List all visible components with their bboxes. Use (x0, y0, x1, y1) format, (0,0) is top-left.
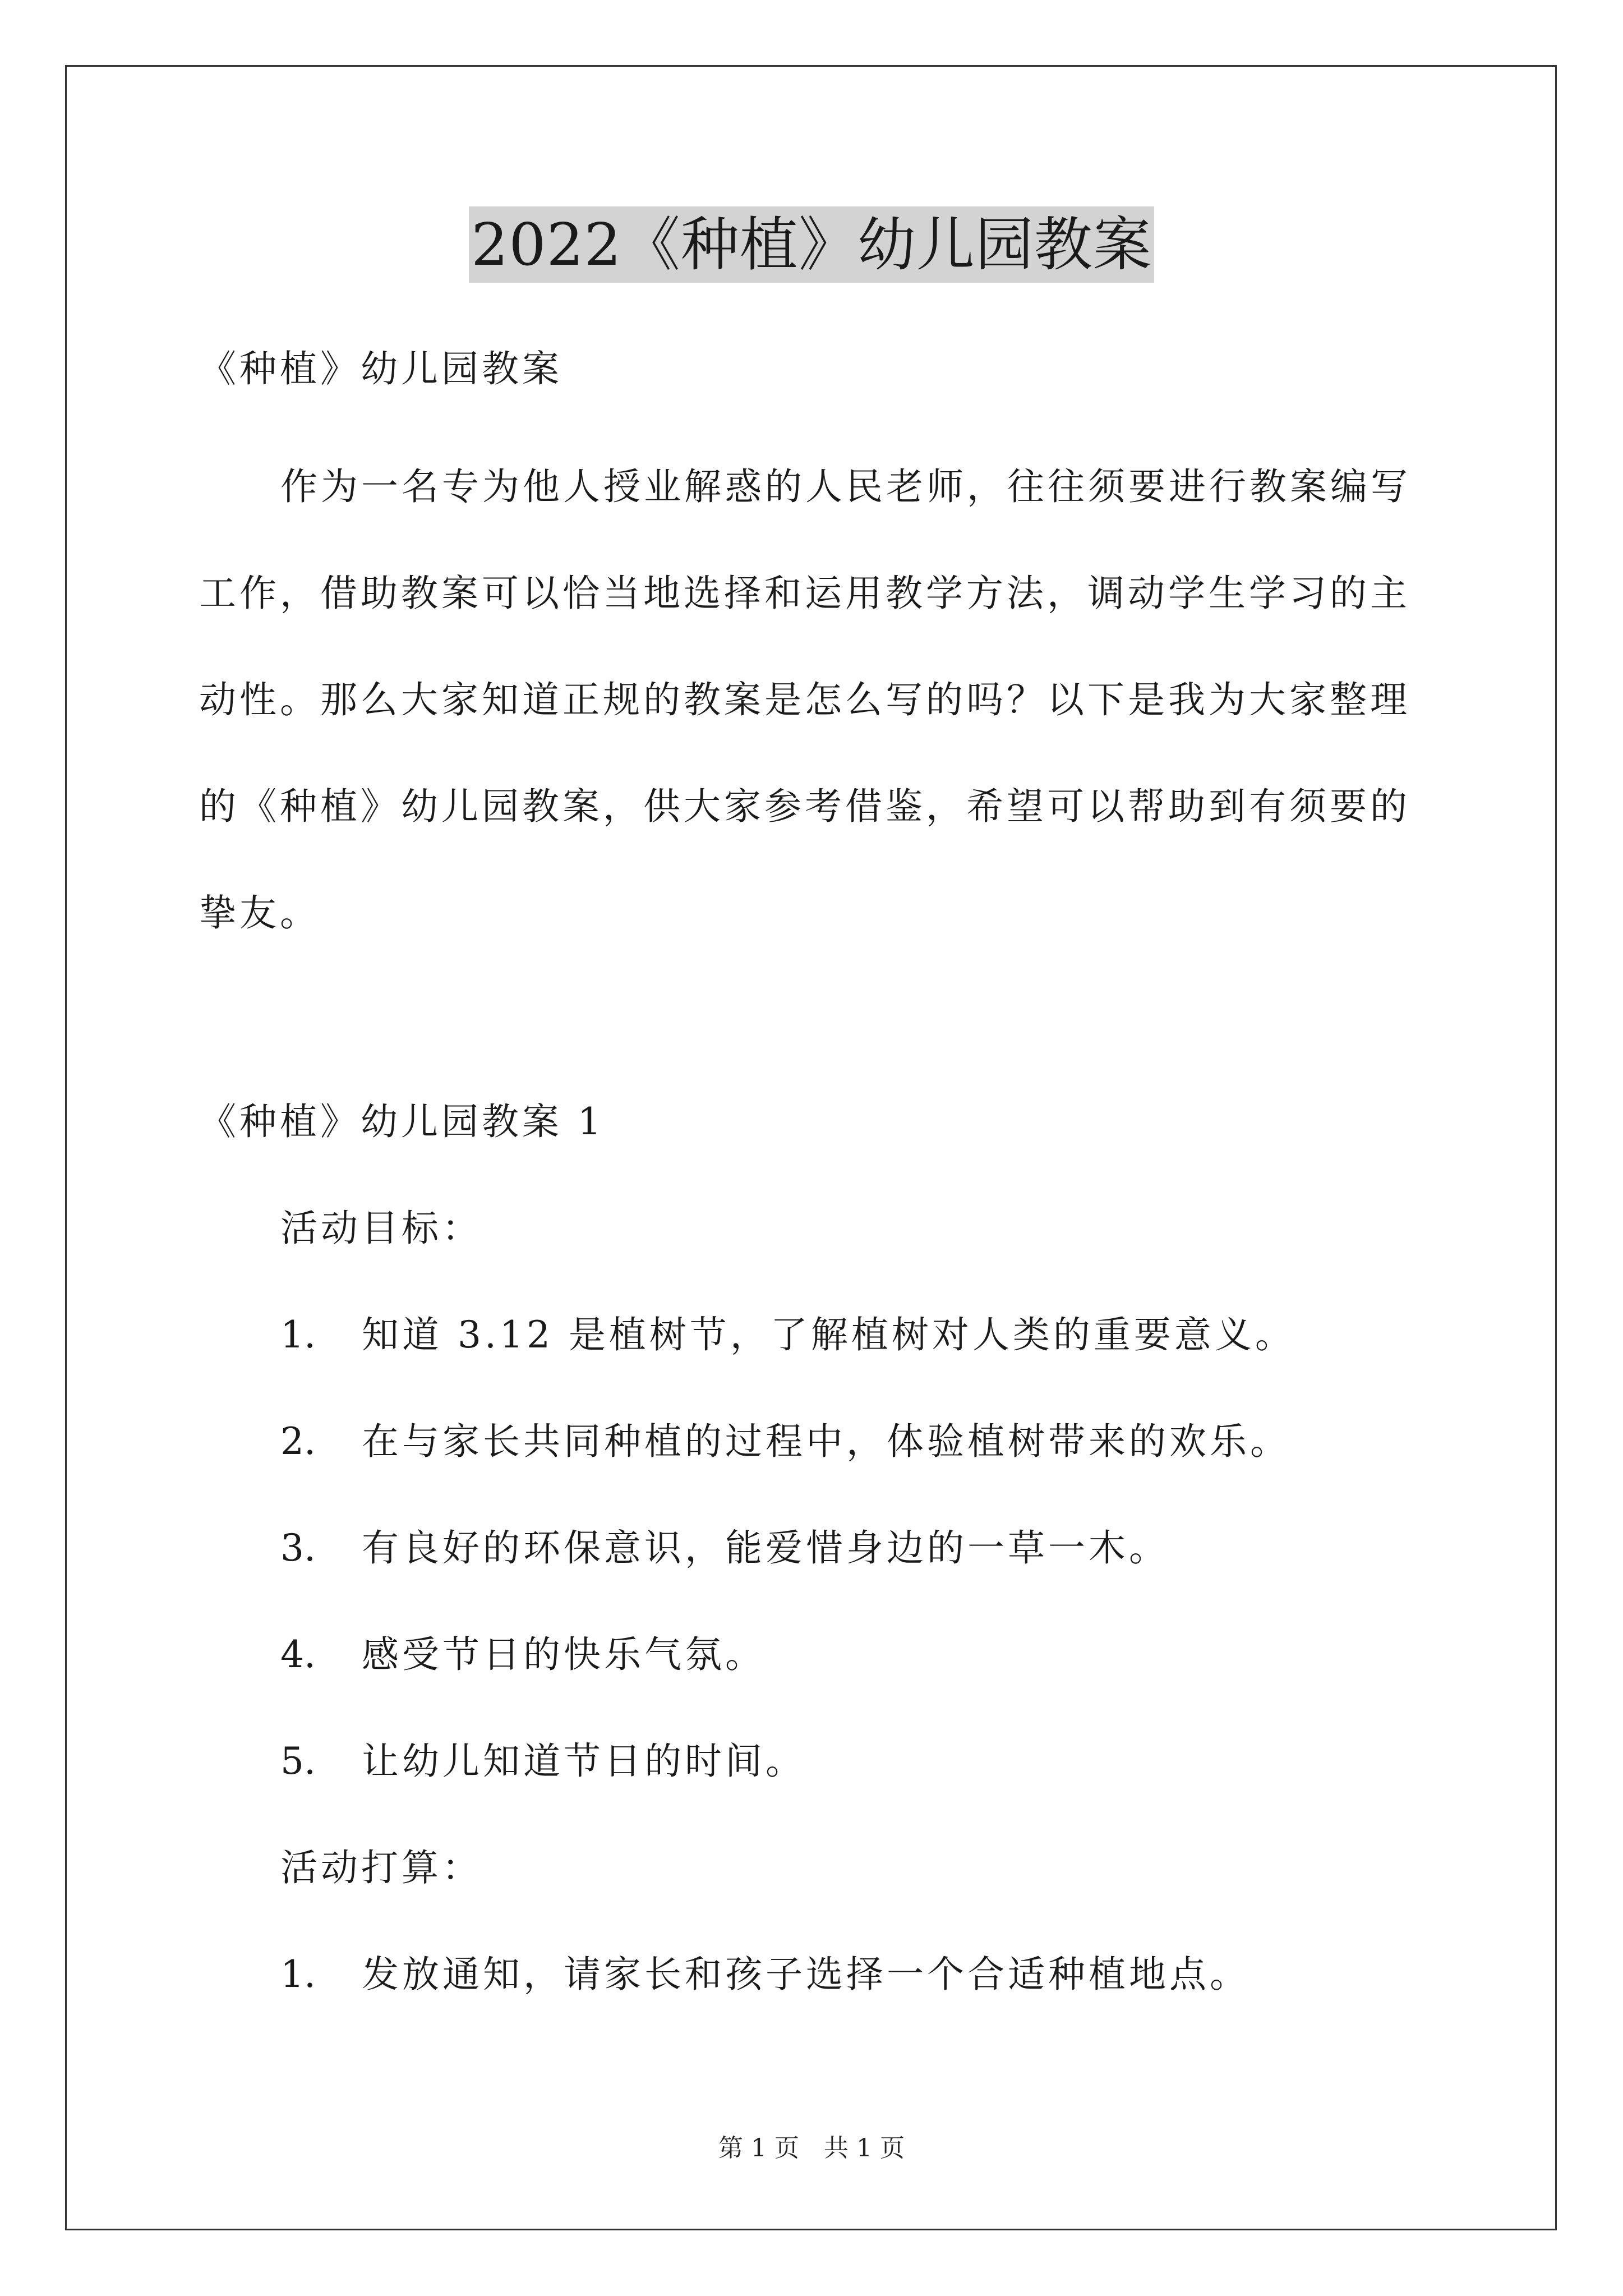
prep-heading: 活动打算： (280, 1846, 482, 1889)
document-title: 2022《种植》幼儿园教案 (469, 206, 1154, 283)
goal-number: 1. (280, 1313, 316, 1356)
page-footer: 第 1 页 共 1 页 (718, 2134, 905, 2162)
goal-text: 在与家长共同种植的过程中，体验植树带来的欢乐。 (362, 1420, 1290, 1463)
intro-line-5: 挚友。 (199, 891, 320, 935)
goal-text: 让幼儿知道节日的时间。 (362, 1740, 806, 1783)
goal-number: 4. (280, 1633, 316, 1676)
goal-number: 5. (280, 1740, 316, 1783)
section-heading: 《种植》幼儿园教案 1 (199, 1100, 605, 1143)
intro-line-2: 工作，借助教案可以恰当地选择和运用教学方法，调动学生学习的主 (199, 572, 1410, 615)
goal-text: 有良好的环保意识，能爱惜身边的一草一木。 (362, 1526, 1169, 1570)
intro-line-3: 动性。那么大家知道正规的教案是怎么写的吗？以下是我为大家整理 (199, 678, 1410, 721)
goal-number: 2. (280, 1420, 316, 1463)
title-container (0, 206, 1623, 283)
goal-text: 感受节日的快乐气氛。 (362, 1633, 766, 1676)
prep-text: 发放通知，请家长和孩子选择一个合适种植地点。 (362, 1953, 1250, 1996)
document-subtitle: 《种植》幼儿园教案 (199, 347, 562, 390)
prep-number: 1. (280, 1953, 316, 1996)
goal-text: 知道 3.12 是植树节，了解植树对人类的重要意义。 (362, 1313, 1295, 1356)
goal-number: 3. (280, 1526, 316, 1570)
goals-heading: 活动目标： (280, 1207, 482, 1250)
intro-line-1: 作为一名专为他人授业解惑的人民老师，往往须要进行教案编写 (280, 465, 1411, 508)
intro-line-4: 的《种植》幼儿园教案，供大家参考借鉴，希望可以帮助到有须要的 (199, 785, 1410, 828)
